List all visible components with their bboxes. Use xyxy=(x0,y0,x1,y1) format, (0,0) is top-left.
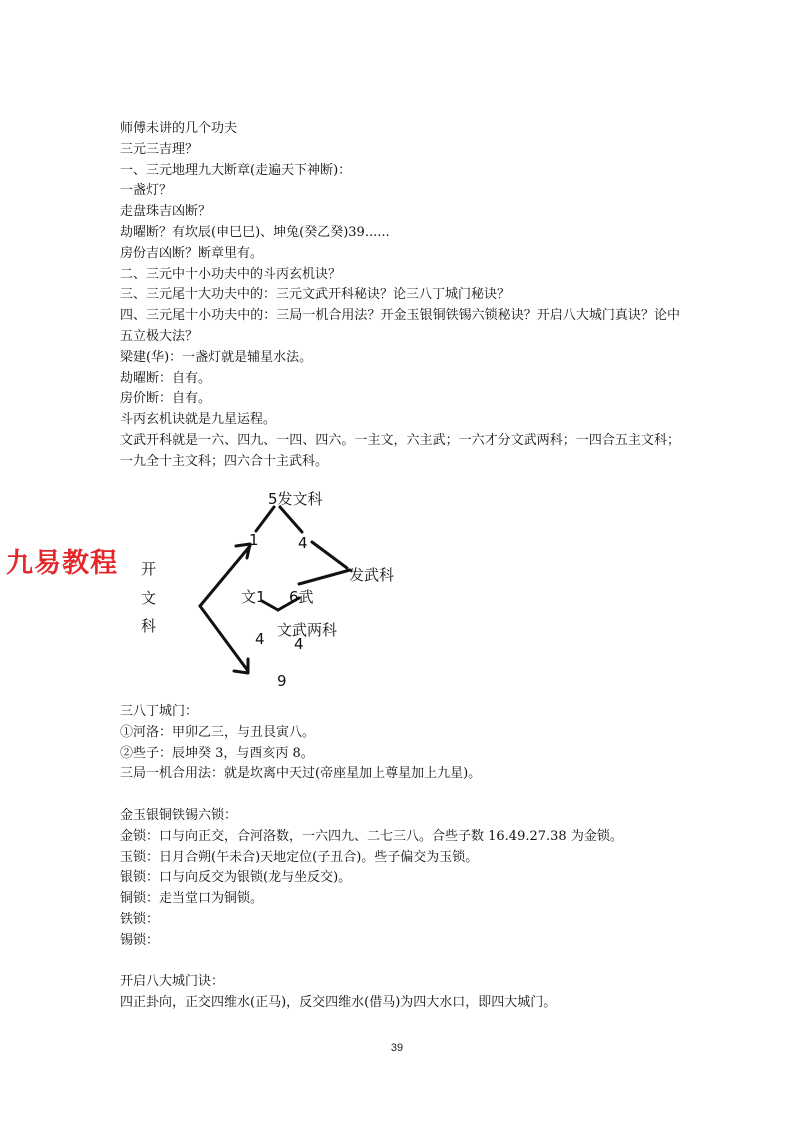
paragraph: 劫曜断？有坎辰(申巳巳)、坤兔(癸乙癸)39...... xyxy=(120,224,390,240)
text-block-city-gates xyxy=(120,702,680,785)
label-kai: 开 xyxy=(141,560,157,578)
paragraph: 四、三元尾十小功夫中的：三局一机合用法？开金玉银铜铁锡六锁秘诀？开启八大城门真诀？论中五立极大法？ xyxy=(120,308,680,344)
paragraph: 三八丁城门： xyxy=(120,704,199,719)
paragraph: 金锁：口与向正交，合河洛数，一六四九、二七三八。合些子数 16.49.27.38 为金锁。 xyxy=(120,828,623,844)
paragraph: 铜锁：走当堂口为铜锁。 xyxy=(120,891,264,907)
diagram-lines xyxy=(0,480,794,700)
label-wen: 文 xyxy=(141,589,157,607)
paragraph: 斗丙玄机诀就是九星运程。 xyxy=(120,412,277,428)
line-5-to-4 xyxy=(280,507,302,532)
paragraph: 三、三元尾十大功夫中的：三元文武开科秘诀？论三八丁城门秘诀？ xyxy=(120,287,511,303)
text-block-eight-gates xyxy=(120,972,680,1014)
paragraph: 银锁：口与向反交为银锁(龙与坐反交)。 xyxy=(120,870,352,886)
paragraph: ①河洛：甲卯乙三，与丑艮寅八。 xyxy=(120,724,316,740)
paragraph: 梁建(华)：一盏灯就是辅星水法。 xyxy=(120,349,313,365)
label-1: 1 xyxy=(249,531,259,549)
label-wen-1: 文1 xyxy=(241,588,266,606)
arrow-down-shaft xyxy=(200,606,248,671)
paragraph: 房价断：自有。 xyxy=(120,391,212,407)
paragraph: 金玉银铜铁锡六锁： xyxy=(120,808,238,823)
paragraph: 一、三元地理九大断章(走遍天下神断)： xyxy=(120,162,352,178)
paragraph: 玉锁：日月合朔(午未合)天地定位(子丑合)。些子偏交为玉锁。 xyxy=(120,849,479,865)
paragraph: 锡锁： xyxy=(120,932,160,948)
text-block-intro xyxy=(120,119,680,473)
label-4-lower: 4 xyxy=(294,635,304,653)
paragraph: 四正卦向，正交四维水(正马)，反交四维水(借马)为四大水口，即四大城门。 xyxy=(120,994,557,1010)
paragraph: 走盘珠吉凶断？ xyxy=(120,204,212,220)
paragraph: 铁锁： xyxy=(120,911,160,927)
wen-wu-diagram xyxy=(0,480,794,700)
label-9: 9 xyxy=(277,672,287,690)
label-4-left: 4 xyxy=(255,630,265,648)
paragraph: 三元三吉理？ xyxy=(120,141,199,157)
label-wen-wu-liang-ke: 文武两科 xyxy=(277,621,338,639)
paragraph: 劫曜断：自有。 xyxy=(120,370,212,386)
page-number: 39 xyxy=(390,1042,404,1054)
label-4-upper: 4 xyxy=(298,534,308,552)
label-fa-wu-ke: 发武科 xyxy=(349,566,395,584)
label-5-fa-wen-ke: 5发文科 xyxy=(268,490,323,508)
paragraph: 师傅未讲的几个功夫 xyxy=(120,121,238,136)
text-block-six-locks xyxy=(120,806,680,952)
paragraph: 一盏灯？ xyxy=(120,183,173,199)
paragraph: 二、三元中十小功夫中的斗丙玄机诀？ xyxy=(120,266,342,282)
watermark-logo: 九易教程 xyxy=(6,548,118,579)
paragraph: 文武开科就是一六、四九、一四、四六。一主文，六主武；一六才分文武两科；一四合五主文科；一九全十主文科；四六合十主武科。 xyxy=(120,432,680,469)
line-4-to-wu xyxy=(312,542,347,568)
label-ke: 科 xyxy=(141,617,157,635)
paragraph: 房份吉凶断？断章里有。 xyxy=(120,245,264,261)
line-1-to-5 xyxy=(256,507,274,531)
line-6-to-wu xyxy=(299,570,350,584)
paragraph: 开启八大城门诀： xyxy=(120,974,225,989)
paragraph: 三局一机合用法：就是坎离中天过(帝座星加上尊星加上九星)。 xyxy=(120,766,482,782)
label-6-wu: 6武 xyxy=(289,588,314,606)
paragraph: ②些子：辰坤癸 3，与酉亥丙 8。 xyxy=(120,745,314,761)
